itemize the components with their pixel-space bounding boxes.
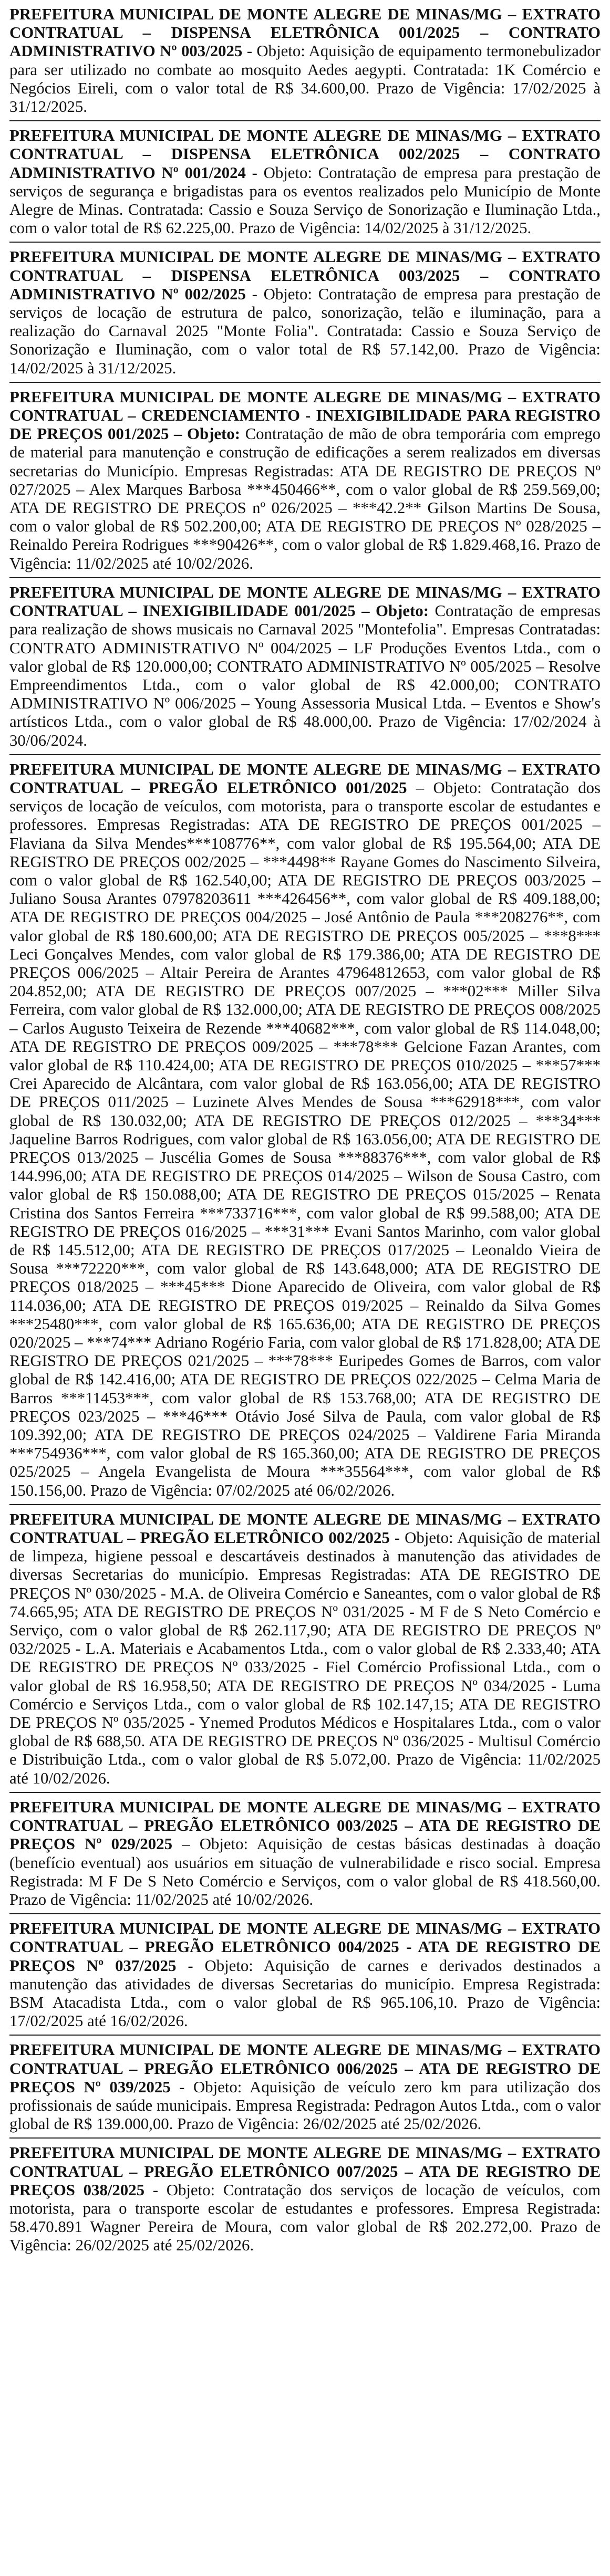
notice-pregao-006 — [9, 2035, 601, 2137]
notice-body: Contratação de empresas para realização de shows musicais no Carnaval 2025 "Montefolia". Empresas Contratadas: CONTRATO ADMINISTRATIVO Nº 004/2025 – LF Produções Eventos Ltda., com o valor global de R$ 120.000,00; CONTRATO ADMINISTRATIVO Nº 005/2025 – Resolve Empreendimentos Ltda., com o valor global de R$ 42.000,00; CONTRATO ADMINISTRATIVO Nº 006/2025 – Young Assessoria Musical Ltda. – Eventos e Show's artísticos Ltda., com o valor global de R$ 48.000,00. Prazo de Vigência: 17/02/2024 à 30/06/2024. — [9, 602, 601, 749]
notice-body: – Objeto: Contratação dos serviços de locação de veículos, com motorista, para o transporte escolar de estudantes e professores. Empresas Registradas: ATA DE REGISTRO DE PREÇOS 001/2025 – Flaviana da Silva Mendes***108776**, com valor global de R$ 195.564,00; ATA DE REGISTRO DE PREÇOS 002/2025 – ***4498** Rayane Gomes do Nascimento Silveira, com o valor global de R$ 162.540,00; ATA DE REGISTRO DE PREÇOS 003/2025 – Juliano Sousa Arantes 07978203611 ***426456**, com valor global de R$ 409.188,00; ATA DE REGISTRO DE PREÇOS 004/2025 – José Antônio de Paula ***208276**, com valor global de R$ 180.600,00; ATA DE REGISTRO DE PREÇOS 005/2025 – ***8*** Leci Gonçalves Mendes, com valor global de R$ 179.386,00; ATA DE REGISTRO DE PREÇOS 006/2025 – Altair Pereira de Arantes 47964812653, com valor global de R$ 204.852,00; ATA DE REGISTRO DE PREÇOS 007/2025 – ***02*** Miller Silva Ferreira, com valor global de R$ 132.000,00; ATA DE REGISTRO DE PREÇOS 008/2025 – Carlos Augusto Teixeira de Rezende ***40682***, com valor global de R$ 114.048,00; ATA DE REGISTRO DE PREÇOS 009/2025 – ***78*** Gelcione Fazan Arantes, com valor global de R$ 110.424,00; ATA DE REGISTRO DE PREÇOS 010/2025 – ***57*** Crei Aparecido de Alcântara, com valor global de R$ 163.056,00; ATA DE REGISTRO DE PREÇOS 011/2025 – Luzinete Alves Mendes de Sousa ***62918***, com valor global de R$ 130.032,00; ATA DE REGISTRO DE PREÇOS 012/2025 – ***34*** Jaqueline Barros Rodrigues, com valor global de R$ 163.056,00; ATA DE REGISTRO DE PREÇOS 013/2025 – Juscélia Gomes de Sousa ***88376***, com valor global de R$ 144.996,00; ATA DE REGISTRO DE PREÇOS 014/2025 – Wilson de Sousa Castro, com valor global de R$ 150.088,00; ATA DE REGISTRO DE PREÇOS 015/2025 – Renata Cristina dos Santos Ferreira ***733716***, com valor global de R$ 99.588,00; ATA DE REGISTRO DE PREÇOS 016/2025 – ***31*** Evani Santos Marinho, com valor global de R$ 145.512,00; ATA DE REGISTRO DE PREÇOS 017/2025 – Leonaldo Vieira de Sousa ***72220***, com valor global de R$ 143.648,000; ATA DE REGISTRO DE PREÇOS 018/2025 – ***45*** Dione Aparecido de Oliveira, com valor global de R$ 114.036,00; ATA DE REGISTRO DE PREÇOS 019/2025 – Reinaldo da Silva Gomes ***25480***, com valor global de R$ 165.636,00; ATA DE REGISTRO DE PREÇOS 020/2025 – ***74*** Adriano Rogério Faria, com valor global de R$ 171.828,00; ATA DE REGISTRO DE PREÇOS 021/2025 – ***78*** Euripedes Gomes de Barros, com valor global de R$ 142.416,00; ATA DE REGISTRO DE PREÇOS 022/2025 – Celma Maria de Barros ***11453***, com valor global de R$ 153.768,00; ATA DE REGISTRO DE PREÇOS 023/2025 – ***46*** Otávio José Silva de Paula, com valor global de R$ 109.392,00; ATA DE REGISTRO DE PREÇOS 024/2025 – Valdirene Faria Miranda ***754936***, com valor global de R$ 165.360,00; ATA DE REGISTRO DE PREÇOS 025/2025 – Angela Evangelista de Moura ***35564***, com valor global de R$ 150.156,00. Prazo de Vigência: 07/02/2025 até 06/02/2026. — [9, 778, 601, 1499]
notice-pregao-003 — [9, 1792, 601, 1913]
notice-pregao-007 — [9, 2137, 601, 2259]
notice-dispensa-001 — [9, 0, 601, 120]
notice-credenciamento-001 — [9, 382, 601, 577]
notice-heading: PREFEITURA MUNICIPAL DE MONTE ALEGRE DE MINAS/MG – EXTRATO CONTRATUAL – DISPENSA ELETRÔNICA 002/2025 – CONTRATO ADMINISTRATIVO Nº 001/2024 — [9, 127, 601, 182]
notice-body: - Objeto: Contratação de empresa para prestação de serviços de segurança e brigadistas para os eventos realizados pelo Município de Monte Alegre de Minas. Contratada: Cassio e Souza Serviço de Sonorização e Iluminação Ltda., com o valor total de R$ 62.225,00. Prazo de Vigência: 14/02/2025 à 31/12/2025. — [9, 163, 601, 237]
notice-body: - Objeto: Contratação de empresa para prestação de serviços de locação de estrutura de palco, sonorização, telão e iluminação, para a realização do Carnaval 2025 "Monte Folia". Contratada: Cassio e Souza Serviço de Sonorização e Iluminação, com o valor total de R$ 57.142,00. Prazo de Vigência: 14/02/2025 à 31/12/2025. — [9, 285, 601, 377]
notice-pregao-002 — [9, 1504, 601, 1792]
notice-heading: PREFEITURA MUNICIPAL DE MONTE ALEGRE DE MINAS/MG – EXTRATO CONTRATUAL – DISPENSA ELETRÔNICA 003/2025 – CONTRATO ADMINISTRATIVO Nº 002/2025 — [9, 248, 601, 303]
notice-dispensa-003 — [9, 242, 601, 381]
notice-body: Contratação de mão de obra temporária com emprego de material para manutenção e construção de edificações a serem realizados em diversas secretarias do Município. Empresas Registradas: ATA DE REGISTRO DE PREÇOS Nº 027/2025 – Alex Marques Barbosa ***450466**, com o valor global de R$ 259.569,00; ATA DE REGISTRO DE PREÇOS nº 026/2025 – ***42.2** Gilson Martins De Sousa, com o valor global de R$ 502.200,00; ATA DE REGISTRO DE PREÇOS Nº 028/2025 – Reinaldo Pereira Rodrigues ***90426**, com o valor global de R$ 1.829.468,16. Prazo de Vigência: 11/02/2025 até 10/02/2026. — [9, 425, 601, 572]
notice-heading: PREFEITURA MUNICIPAL DE MONTE ALEGRE DE MINAS/MG – EXTRATO CONTRATUAL – PREGÃO ELETRÔNICO 006/2025 – ATA DE REGISTRO DE PREÇOS Nº 039/2025 — [9, 2041, 601, 2096]
notice-heading: PREFEITURA MUNICIPAL DE MONTE ALEGRE DE MINAS/MG – EXTRATO CONTRATUAL – INEXIGIBILIDADE 001/2025 – Objeto: — [9, 583, 601, 620]
notice-body: - Objeto: Aquisição de veículo zero km para utilização dos profissionais de saúde municipais. Empresa Registrada: Pedragon Autos Ltda., com o valor global de R$ 139.000,00. Prazo de Vigência: 26/02/2025 até 25/02/2026. — [9, 2078, 601, 2133]
notice-pregao-004 — [9, 1913, 601, 2035]
notice-body: - Objeto: Aquisição de material de limpeza, higiene pessoal e descartáveis destinados à manutenção das atividades de diversas Secretarias do município. Empresas Registradas: ATA DE REGISTRO DE PREÇOS Nº 030/2025 - M.A. de Oliveira Comércio e Saneantes, com o valor global de R$ 74.665,95; ATA DE REGISTRO DE PREÇOS Nº 031/2025 - M F de S Neto Comércio e Serviço, com o valor global de R$ 262.117,90; ATA DE REGISTRO DE PREÇOS Nº 032/2025 - L.A. Materiais e Acabamentos Ltda., com o valor global de R$ 2.333,40; ATA DE REGISTRO DE PREÇOS Nº 033/2025 - Fiel Comércio Profissional Ltda., com o valor global de R$ 16.958,50; ATA DE REGISTRO DE PREÇOS Nº 034/2025 - Luma Comércio e Serviços Ltda., com o valor global de R$ 102.147,15; ATA DE REGISTRO DE PREÇOS Nº 035/2025 - Ynemed Produtos Médicos e Hospitalares Ltda., com o valor global de R$ 688,50. ATA DE REGISTRO DE PREÇOS Nº 036/2025 - Multisul Comércio e Distribuição Ltda., com o valor global de R$ 5.072,00. Prazo de Vigência: 11/02/2025 até 10/02/2026. — [9, 1529, 601, 1787]
notice-heading: PREFEITURA MUNICIPAL DE MONTE ALEGRE DE MINAS/MG – EXTRATO CONTRATUAL – PREGÃO ELETRÔNICO 002/2025 — [9, 1510, 601, 1547]
notice-body: - Objeto: Contratação dos serviços de locação de veículos, com motorista, para o transporte escolar de estudantes e professores. Empresa Registrada: 58.470.891 Wagner Pereira de Moura, com valor global de R$ 202.272,00. Prazo de Vigência: 26/02/2025 até 25/02/2026. — [9, 2181, 601, 2255]
notice-heading: PREFEITURA MUNICIPAL DE MONTE ALEGRE DE MINAS/MG – EXTRATO CONTRATUAL – PREGÃO ELETRÔNICO 004/2025 - ATA DE REGISTRO DE PREÇOS Nº 037/2025 — [9, 1920, 601, 1975]
notice-heading: PREFEITURA MUNICIPAL DE MONTE ALEGRE DE MINAS/MG – EXTRATO CONTRATUAL – DISPENSA ELETRÔNICA 001/2025 – CONTRATO ADMINISTRATIVO Nº 003/2025 — [9, 5, 601, 60]
notice-heading: PREFEITURA MUNICIPAL DE MONTE ALEGRE DE MINAS/MG – EXTRATO CONTRATUAL – CREDENCIAMENTO - INEXIGIBILIDADE PARA REGISTRO DE PREÇOS 001/2025 – Objeto: — [9, 388, 601, 443]
notice-heading: PREFEITURA MUNICIPAL DE MONTE ALEGRE DE MINAS/MG – EXTRATO CONTRATUAL – PREGÃO ELETRÔNICO 007/2025 – ATA DE REGISTRO DE PREÇOS 038/2025 — [9, 2144, 601, 2199]
notice-body: - Objeto: Aquisição de equipamento termonebulizador para ser utilizado no combate ao mosquito Aedes aegypti. Contratada: 1K Comércio e Negócios Eireli, com o valor total de R$ 34.600,00. Prazo de Vigência: 17/02/2025 à 31/12/2025. — [9, 42, 601, 116]
notice-heading: PREFEITURA MUNICIPAL DE MONTE ALEGRE DE MINAS/MG – EXTRATO CONTRATUAL – PREGÃO ELETRÔNICO 001/2025 — [9, 760, 601, 797]
notice-body: – Objeto: Aquisição de cestas básicas destinadas à doação (benefício eventual) aos usuários em situação de vulnerabilidade e risco social. Empresa Registrada: M F De S Neto Comércio e Serviços, com o valor global de R$ 418.560,00. Prazo de Vigência: 11/02/2025 até 10/02/2026. — [9, 1835, 601, 1908]
notice-pregao-001 — [9, 754, 601, 1504]
notice-dispensa-002 — [9, 120, 601, 242]
notice-inexigibilidade-001 — [9, 577, 601, 754]
notice-heading: PREFEITURA MUNICIPAL DE MONTE ALEGRE DE MINAS/MG – EXTRATO CONTRATUAL – PREGÃO ELETRÔNICO 003/2025 – ATA DE REGISTRO DE PREÇOS Nº 029/2025 — [9, 1798, 601, 1853]
notice-body: - Objeto: Aquisição de carnes e derivados destinados a manutenção das atividades de diversas Secretarias do município. Empresa Registrada: BSM Atacadista Ltda., com o valor global de R$ 965.106,10. Prazo de Vigência: 17/02/2025 até 16/02/2026. — [9, 1956, 601, 2030]
